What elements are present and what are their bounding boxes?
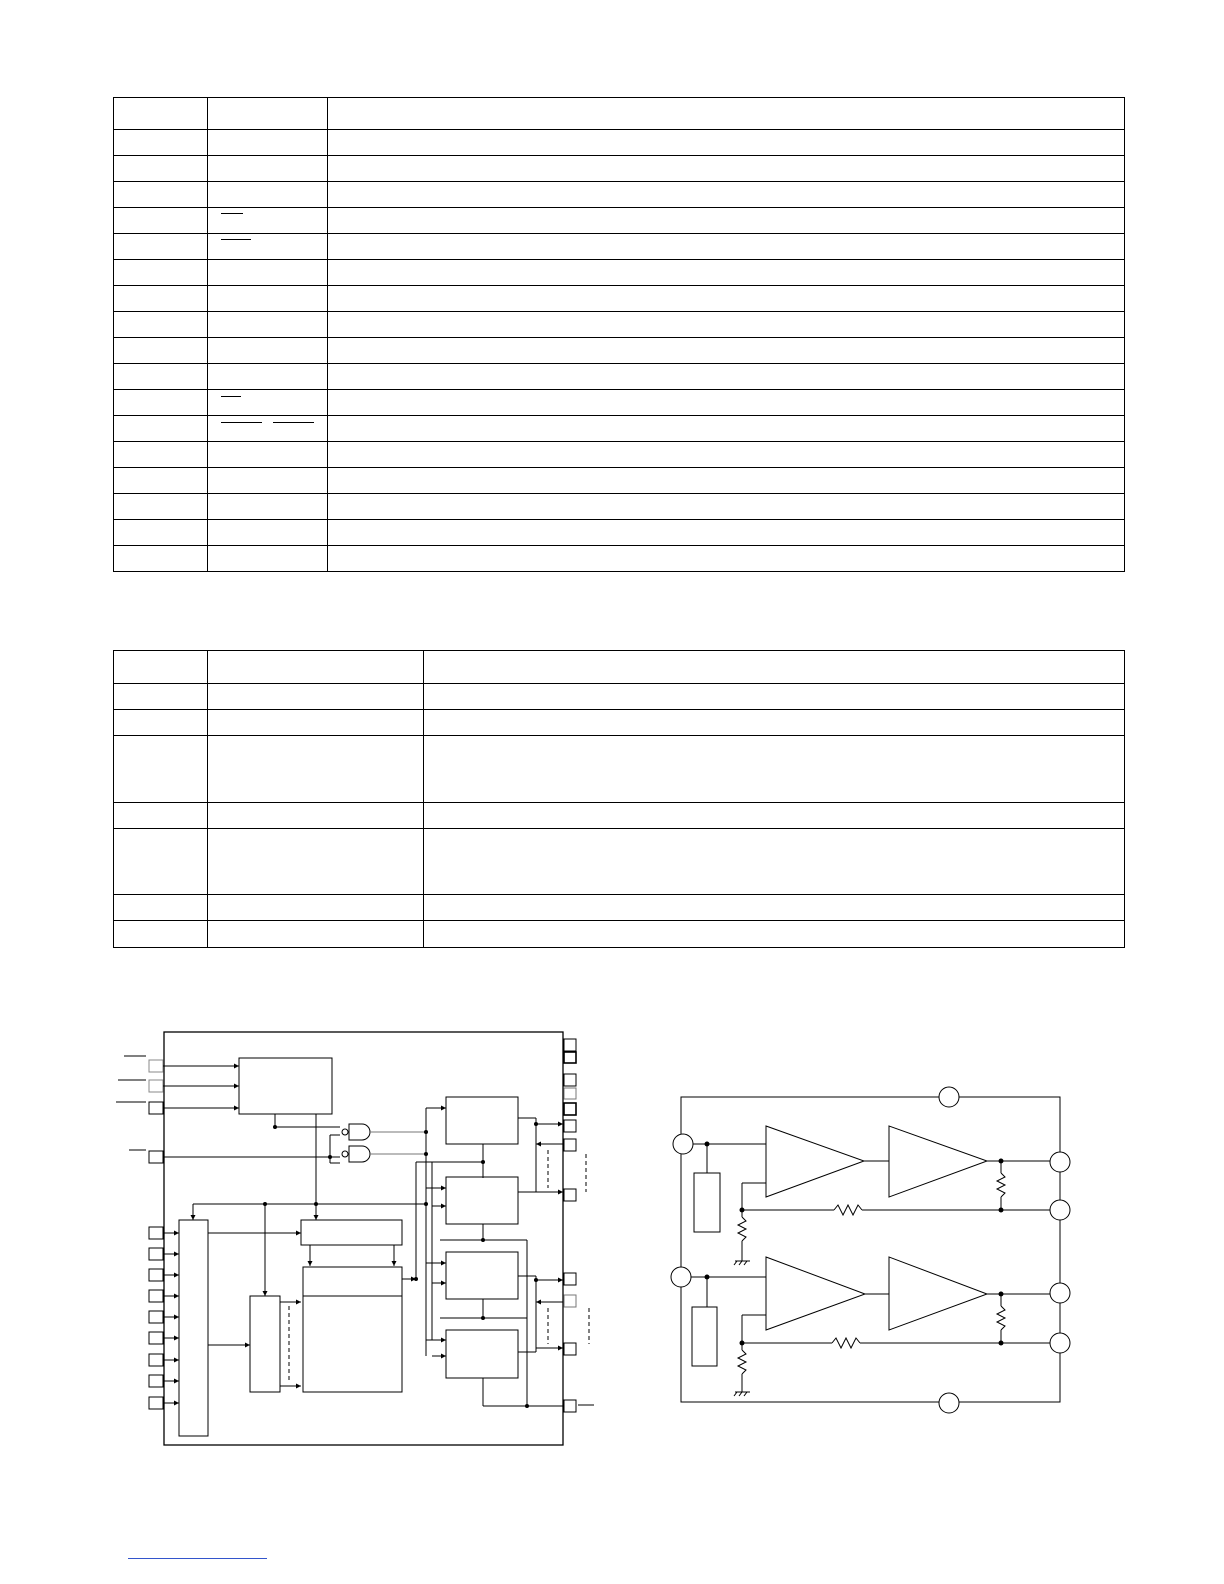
table-row xyxy=(114,803,1125,829)
address-buffer-block xyxy=(179,1220,208,1436)
address-pin xyxy=(149,1248,163,1260)
address-pin xyxy=(149,1354,163,1366)
output-pin-4 xyxy=(1050,1333,1070,1353)
table-row xyxy=(114,710,1125,736)
amplifier-stage-2 xyxy=(889,1126,987,1197)
package-outline xyxy=(681,1097,1060,1402)
address-pin xyxy=(149,1332,163,1344)
logic-block-diagram xyxy=(110,1025,610,1455)
bias-block-1 xyxy=(694,1173,720,1232)
table-row xyxy=(114,684,1125,710)
right-pin xyxy=(564,1343,576,1355)
amplifier-circuit-diagram xyxy=(665,1080,1085,1420)
table-row xyxy=(114,156,1125,182)
table-row xyxy=(114,494,1125,520)
io-buffer-block xyxy=(446,1097,518,1144)
signal-overline xyxy=(221,396,241,397)
pin-description-table-1 xyxy=(113,97,1125,572)
control-logic-block xyxy=(239,1058,332,1114)
right-pin xyxy=(564,1295,576,1307)
memory-array-block xyxy=(303,1267,402,1392)
pin-description-table-2 xyxy=(113,650,1125,948)
io-buffer-block xyxy=(446,1330,518,1378)
supply-pin-top xyxy=(939,1087,959,1107)
table-row xyxy=(114,829,1125,895)
feedback-resistor-h2 xyxy=(832,1338,860,1348)
table-row xyxy=(114,895,1125,921)
address-pin xyxy=(149,1227,163,1239)
right-pin xyxy=(564,1088,576,1099)
output-pin-3 xyxy=(1050,1283,1070,1303)
right-pin xyxy=(564,1052,576,1063)
right-pin xyxy=(564,1039,576,1051)
ground-resistor-1 xyxy=(738,1217,746,1241)
signal-overline xyxy=(221,239,251,240)
table-row xyxy=(114,736,1125,803)
table-row xyxy=(114,130,1125,156)
bias-block-2 xyxy=(692,1307,717,1366)
right-pin xyxy=(564,1400,576,1412)
table-row xyxy=(114,520,1125,546)
right-pin xyxy=(564,1139,576,1151)
signal-overline xyxy=(221,213,243,214)
input-pin xyxy=(149,1060,163,1072)
table-row xyxy=(114,442,1125,468)
gate xyxy=(349,1146,370,1162)
amplifier-stage-1 xyxy=(766,1126,864,1197)
table-row xyxy=(114,390,1125,416)
signal-overline xyxy=(273,422,314,423)
footer-link-underline xyxy=(128,1558,267,1559)
table-row xyxy=(114,921,1125,948)
table-row xyxy=(114,546,1125,572)
right-pin xyxy=(564,1189,576,1201)
output-pin-1 xyxy=(1050,1152,1070,1172)
input-pin-1 xyxy=(673,1134,693,1154)
table-row xyxy=(114,312,1125,338)
table-row xyxy=(114,286,1125,312)
feedback-resistor-v xyxy=(997,1173,1005,1197)
address-pin xyxy=(149,1375,163,1387)
table-row xyxy=(114,364,1125,390)
right-pin xyxy=(564,1120,576,1132)
address-pin xyxy=(149,1269,163,1281)
table-header-row xyxy=(114,651,1125,684)
signal-overline xyxy=(221,422,262,423)
amplifier-stage-3 xyxy=(766,1257,865,1330)
ground-resistor-2 xyxy=(738,1350,746,1374)
table-row xyxy=(114,208,1125,234)
table-row xyxy=(114,468,1125,494)
table-row xyxy=(114,338,1125,364)
io-buffer-block xyxy=(446,1177,518,1224)
table-row xyxy=(114,234,1125,260)
input-pin xyxy=(149,1080,163,1092)
table-row xyxy=(114,182,1125,208)
table-row xyxy=(114,260,1125,286)
feedback-resistor-h xyxy=(834,1205,862,1215)
table-header-row xyxy=(114,98,1125,130)
input-pin-2 xyxy=(671,1267,691,1287)
table-row xyxy=(114,416,1125,442)
output-pin-2 xyxy=(1050,1200,1070,1220)
supply-pin-bottom xyxy=(939,1393,959,1413)
row-decoder-block xyxy=(250,1296,280,1392)
right-pin xyxy=(564,1074,576,1086)
address-pin xyxy=(149,1397,163,1409)
gate xyxy=(349,1124,370,1140)
right-pin xyxy=(564,1103,576,1115)
amplifier-stage-4 xyxy=(889,1257,987,1330)
input-pin xyxy=(149,1151,163,1163)
column-decoder-block xyxy=(301,1220,402,1245)
right-pin xyxy=(564,1273,576,1285)
input-pin xyxy=(149,1102,163,1114)
address-pin xyxy=(149,1311,163,1323)
feedback-resistor-v2 xyxy=(997,1306,1005,1330)
io-buffer-block xyxy=(446,1252,518,1299)
chip-outline xyxy=(164,1032,563,1445)
address-pin xyxy=(149,1290,163,1302)
